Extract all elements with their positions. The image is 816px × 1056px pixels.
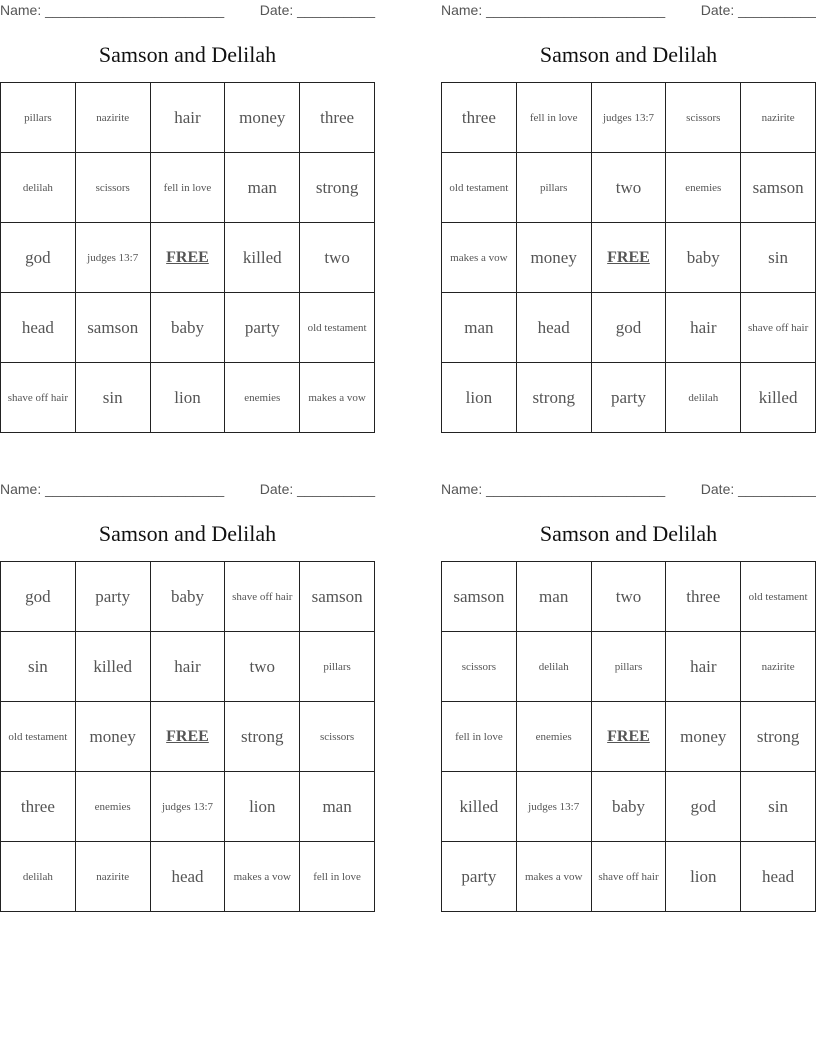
name-field[interactable]: Name: _______________________: [0, 481, 225, 497]
bingo-cell[interactable]: three: [300, 83, 375, 153]
bingo-cell[interactable]: baby: [591, 772, 666, 842]
bingo-cell[interactable]: scissors: [300, 702, 375, 772]
date-field[interactable]: Date: __________: [259, 2, 375, 18]
card-title: Samson and Delilah: [98, 42, 277, 67]
date-field[interactable]: Date: __________: [259, 481, 375, 497]
card-title: Samson and Delilah: [539, 42, 718, 67]
bingo-cell[interactable]: shave off hair: [1, 363, 76, 433]
bingo-grid: [441, 561, 816, 912]
bingo-card-2: [441, 0, 816, 433]
bingo-cell[interactable]: hair: [150, 83, 225, 153]
free-space-cell[interactable]: FREE: [591, 223, 666, 293]
bingo-cell[interactable]: shave off hair: [225, 562, 300, 632]
free-space-cell[interactable]: FREE: [150, 223, 225, 293]
grid-row: [442, 702, 816, 772]
grid-row: [1, 842, 375, 912]
grid-row: [442, 562, 816, 632]
grid-row: [1, 293, 375, 363]
bingo-cell[interactable]: head: [1, 293, 76, 363]
bingo-cell[interactable]: party: [442, 842, 517, 912]
bingo-cell[interactable]: sin: [1, 632, 76, 702]
date-field[interactable]: Date: __________: [700, 2, 816, 18]
bingo-cell[interactable]: fell in love: [150, 153, 225, 223]
name-field[interactable]: Name: _______________________: [441, 481, 666, 497]
bingo-cell[interactable]: enemies: [516, 702, 591, 772]
bingo-cell[interactable]: pillars: [1, 83, 76, 153]
name-field[interactable]: Name: _______________________: [0, 2, 225, 18]
grid-row: [1, 702, 375, 772]
bingo-cell[interactable]: party: [591, 363, 666, 433]
bingo-cell[interactable]: god: [1, 223, 76, 293]
bingo-cell[interactable]: shave off hair: [591, 842, 666, 912]
grid-row: [442, 363, 816, 433]
bingo-cell[interactable]: man: [225, 153, 300, 223]
grid-row: [442, 632, 816, 702]
bingo-cell[interactable]: pillars: [300, 632, 375, 702]
bingo-cell[interactable]: sin: [741, 772, 816, 842]
grid-row: [442, 293, 816, 363]
bingo-cell[interactable]: god: [666, 772, 741, 842]
bingo-cell[interactable]: fell in love: [300, 842, 375, 912]
bingo-cell[interactable]: killed: [741, 363, 816, 433]
bingo-cell[interactable]: hair: [666, 293, 741, 363]
bingo-cell[interactable]: strong: [300, 153, 375, 223]
bingo-cell[interactable]: hair: [666, 632, 741, 702]
bingo-cell[interactable]: scissors: [75, 153, 150, 223]
bingo-cell[interactable]: enemies: [225, 363, 300, 433]
card-header: [441, 479, 816, 501]
card-title: Samson and Delilah: [98, 521, 277, 546]
card-header: [0, 0, 375, 22]
bingo-cell[interactable]: lion: [666, 842, 741, 912]
bingo-cell[interactable]: party: [225, 293, 300, 363]
bingo-cell[interactable]: samson: [75, 293, 150, 363]
bingo-grid: [0, 82, 375, 433]
bingo-cell[interactable]: two: [591, 562, 666, 632]
bingo-cell[interactable]: killed: [75, 632, 150, 702]
bingo-cell[interactable]: nazirite: [741, 632, 816, 702]
bingo-cell[interactable]: baby: [150, 562, 225, 632]
bingo-cell[interactable]: killed: [442, 772, 517, 842]
bingo-cell[interactable]: baby: [150, 293, 225, 363]
bingo-cell[interactable]: strong: [225, 702, 300, 772]
bingo-cell[interactable]: strong: [516, 363, 591, 433]
bingo-cell[interactable]: delilah: [1, 153, 76, 223]
bingo-card-1: [0, 0, 375, 433]
grid-row: [1, 363, 375, 433]
bingo-cell[interactable]: samson: [300, 562, 375, 632]
bingo-cell[interactable]: makes a vow: [300, 363, 375, 433]
bingo-cell[interactable]: three: [1, 772, 76, 842]
bingo-cell[interactable]: money: [516, 223, 591, 293]
bingo-cell[interactable]: pillars: [516, 153, 591, 223]
bingo-cell[interactable]: nazirite: [741, 83, 816, 153]
grid-row: [1, 632, 375, 702]
date-field[interactable]: Date: __________: [700, 481, 816, 497]
bingo-cell[interactable]: sin: [741, 223, 816, 293]
bingo-cell[interactable]: god: [591, 293, 666, 363]
bingo-cell[interactable]: strong: [741, 702, 816, 772]
card-title: Samson and Delilah: [539, 521, 718, 546]
bingo-cell[interactable]: enemies: [75, 772, 150, 842]
bingo-cell[interactable]: lion: [150, 363, 225, 433]
bingo-cell[interactable]: old testament: [300, 293, 375, 363]
bingo-cell[interactable]: makes a vow: [442, 223, 517, 293]
bingo-cell[interactable]: enemies: [666, 153, 741, 223]
bingo-cell[interactable]: makes a vow: [225, 842, 300, 912]
bingo-cell[interactable]: judges 13:7: [75, 223, 150, 293]
bingo-cell[interactable]: scissors: [442, 632, 517, 702]
bingo-cell[interactable]: samson: [741, 153, 816, 223]
bingo-cell[interactable]: hair: [150, 632, 225, 702]
bingo-cell[interactable]: head: [741, 842, 816, 912]
bingo-cell[interactable]: delilah: [1, 842, 76, 912]
bingo-cell[interactable]: judges 13:7: [516, 772, 591, 842]
bingo-cell[interactable]: two: [591, 153, 666, 223]
bingo-cell[interactable]: makes a vow: [516, 842, 591, 912]
bingo-cell[interactable]: money: [225, 83, 300, 153]
grid-row: [1, 153, 375, 223]
bingo-cell[interactable]: old testament: [442, 153, 517, 223]
bingo-cell[interactable]: head: [150, 842, 225, 912]
grid-row: [1, 83, 375, 153]
card-header: [0, 479, 375, 501]
bingo-cell[interactable]: lion: [442, 363, 517, 433]
bingo-cell[interactable]: money: [666, 702, 741, 772]
grid-row: [442, 772, 816, 842]
bingo-cell[interactable]: killed: [225, 223, 300, 293]
bingo-cell[interactable]: nazirite: [75, 83, 150, 153]
bingo-cell[interactable]: three: [442, 83, 517, 153]
bingo-cell[interactable]: sin: [75, 363, 150, 433]
bingo-card-3: [0, 479, 375, 912]
free-space-cell[interactable]: FREE: [150, 702, 225, 772]
bingo-cell[interactable]: lion: [225, 772, 300, 842]
grid-row: [442, 153, 816, 223]
bingo-cell[interactable]: two: [225, 632, 300, 702]
grid-row: [442, 83, 816, 153]
name-field[interactable]: Name: _______________________: [441, 2, 666, 18]
bingo-cell[interactable]: delilah: [666, 363, 741, 433]
bingo-cell[interactable]: old testament: [1, 702, 76, 772]
bingo-cell[interactable]: judges 13:7: [591, 83, 666, 153]
bingo-cell[interactable]: party: [75, 562, 150, 632]
bingo-cell[interactable]: scissors: [666, 83, 741, 153]
bingo-cell[interactable]: judges 13:7: [150, 772, 225, 842]
bingo-card-4: [441, 479, 816, 912]
bingo-cell[interactable]: nazirite: [75, 842, 150, 912]
bingo-cell[interactable]: man: [516, 562, 591, 632]
bingo-cell[interactable]: baby: [666, 223, 741, 293]
bingo-cell[interactable]: fell in love: [442, 702, 517, 772]
bingo-cell[interactable]: man: [300, 772, 375, 842]
bingo-cell[interactable]: two: [300, 223, 375, 293]
free-space-cell[interactable]: FREE: [591, 702, 666, 772]
grid-row: [1, 223, 375, 293]
bingo-cell[interactable]: three: [666, 562, 741, 632]
bingo-cell[interactable]: pillars: [591, 632, 666, 702]
grid-row: [1, 562, 375, 632]
card-header: [441, 0, 816, 22]
bingo-cell[interactable]: money: [75, 702, 150, 772]
bingo-cell[interactable]: shave off hair: [741, 293, 816, 363]
bingo-cell[interactable]: old testament: [741, 562, 816, 632]
bingo-cell[interactable]: head: [516, 293, 591, 363]
bingo-cell[interactable]: delilah: [516, 632, 591, 702]
grid-row: [442, 842, 816, 912]
grid-row: [442, 223, 816, 293]
bingo-cell[interactable]: samson: [442, 562, 517, 632]
bingo-grid: [441, 82, 816, 433]
bingo-cell[interactable]: god: [1, 562, 76, 632]
bingo-grid: [0, 561, 375, 912]
bingo-cell[interactable]: man: [442, 293, 517, 363]
bingo-cell[interactable]: fell in love: [516, 83, 591, 153]
grid-row: [1, 772, 375, 842]
